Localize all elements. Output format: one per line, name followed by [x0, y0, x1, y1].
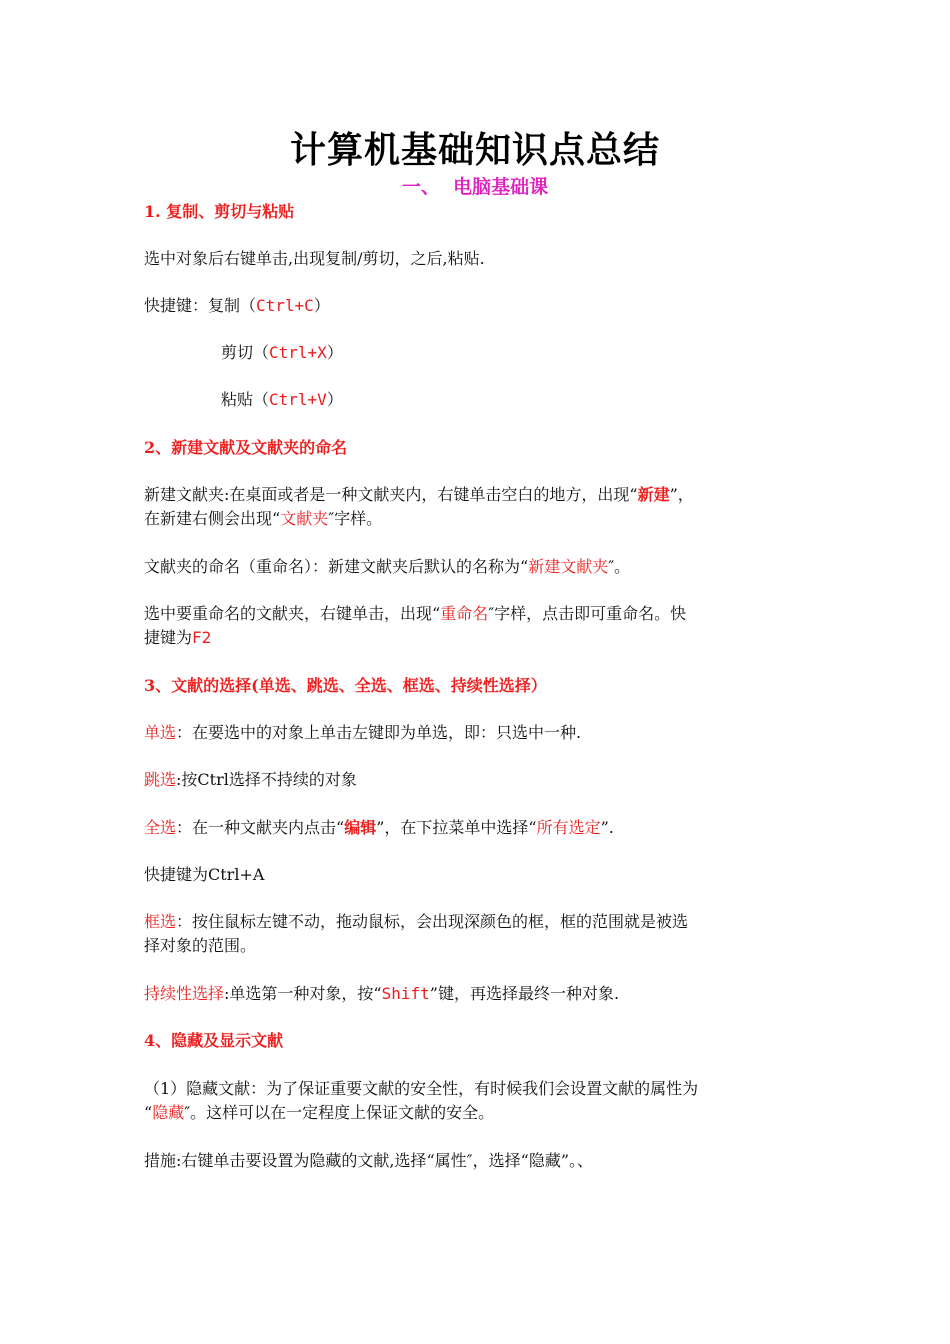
label-skip: 跳选 — [144, 770, 177, 789]
text-segment: ：在要选中的对象上单击左键即为单选，即：只选中一种. — [176, 723, 582, 742]
paragraph-rename-1 — [144, 602, 824, 626]
keyword-select-all: 所有选定 — [536, 818, 601, 837]
shortcut-cut-line — [221, 341, 901, 365]
keyword-edit: 编辑 — [344, 818, 377, 837]
paragraph-rename-default — [144, 555, 824, 579]
label-box: 框选 — [144, 912, 177, 931]
text-segment: 文献夹的命名（重命名）：新建文献夹后默认的名称为“ — [144, 557, 529, 576]
shortcut-paste-line — [221, 388, 901, 412]
page-title: 计算机基础知识点总结 — [289, 129, 660, 171]
paragraph-continuous-select — [144, 982, 824, 1006]
text-segment: 新建文献夹:在桌面或者是一种文献夹内，右键单击空白的地方，出现“ — [144, 485, 638, 504]
paragraph-rename-2 — [144, 626, 824, 650]
paragraph-select-all — [144, 816, 824, 840]
shortcut-label: 快捷键：复制（ — [144, 296, 257, 315]
keyword-f2: F2 — [192, 628, 212, 647]
paragraph-single-select — [144, 721, 824, 745]
text-segment: ：按住鼠标左键不动，拖动鼠标，会出现深颜色的框，框的范围就是被选 — [176, 912, 689, 931]
paragraph-new-folder-2 — [144, 507, 824, 531]
paragraph-new-folder-1 — [144, 483, 824, 507]
label-continuous: 持续性选择 — [144, 984, 225, 1003]
keyword-folder: 文献夹 — [280, 509, 329, 528]
text-segment: ″字样，点击即可重命名。快 — [488, 604, 687, 623]
paragraph-hide-method: 措施:右键单击要设置为隐藏的文献,选择“属性″，选择“隐藏”。、 — [144, 1151, 593, 1170]
paragraph-copy-intro: 选中对象后右键单击,出现复制/剪切，之后,粘贴. — [144, 249, 485, 268]
keyword-new: 新建 — [637, 485, 670, 504]
heading-copy-cut-paste: 1. 复制、剪切与粘贴 — [144, 202, 295, 221]
text-segment: ”. — [600, 818, 614, 837]
paragraph-box-select-1 — [144, 910, 824, 934]
text-segment: ”，在下拉菜单中选择“ — [376, 818, 537, 837]
text-segment: “ — [144, 1103, 153, 1122]
text-segment: ：在一种文献夹内点击“ — [176, 818, 345, 837]
keyword-hidden: 隐藏 — [152, 1103, 185, 1122]
paragraph-hide-2 — [144, 1101, 824, 1125]
paragraph-box-select-2: 择对象的范围。 — [144, 936, 257, 955]
paste-key: Ctrl+V — [269, 390, 327, 409]
text-segment: ″。 — [608, 557, 631, 576]
cut-label: 剪切（ — [221, 343, 270, 362]
heading-hide-show: 4、隐藏及显示文献 — [144, 1031, 284, 1050]
text-segment: 在新建右侧会出现“ — [144, 509, 281, 528]
paragraph-skip-select — [144, 768, 824, 792]
text-segment: ″字样。 — [328, 509, 383, 528]
text-segment: 捷键为 — [144, 628, 193, 647]
paren-close: ） — [326, 343, 343, 362]
paste-label: 粘贴（ — [221, 390, 270, 409]
heading-file-selection: 3、文献的选择(单选、跳选、全选、框选、持续性选择） — [144, 676, 547, 695]
heading-new-folder: 2、新建文献及文献夹的命名 — [144, 438, 348, 457]
cut-key: Ctrl+X — [269, 343, 327, 362]
label-single: 单选 — [144, 723, 177, 742]
paragraph-hide-1: （1）隐藏文献：为了保证重要文献的安全性，有时候我们会设置文献的属性为 — [144, 1079, 699, 1098]
text-segment: ”， — [669, 485, 694, 504]
keyword-default-name: 新建文献夹 — [528, 557, 609, 576]
text-segment: :单选第一种对象，按“ — [224, 984, 382, 1003]
copy-key: Ctrl+C — [256, 296, 314, 315]
shortcut-copy-line — [144, 294, 824, 318]
text-segment: ”键，再选择最终一种对象. — [429, 984, 620, 1003]
paragraph-select-all-shortcut: 快捷键为Ctrl+A — [144, 865, 265, 884]
section-subtitle: 一、 电脑基础课 — [401, 176, 549, 198]
text-segment: ″。这样可以在一定程度上保证文献的安全。 — [184, 1103, 495, 1122]
paren-close: ） — [313, 296, 330, 315]
keyword-rename: 重命名 — [440, 604, 489, 623]
text-segment: 选中要重命名的文献夹，右键单击，出现“ — [144, 604, 441, 623]
text-segment: :按Ctrl选择不持续的对象 — [176, 770, 357, 789]
keyword-shift: Shift — [381, 984, 430, 1003]
label-all: 全选 — [144, 818, 177, 837]
paren-close: ） — [326, 390, 343, 409]
